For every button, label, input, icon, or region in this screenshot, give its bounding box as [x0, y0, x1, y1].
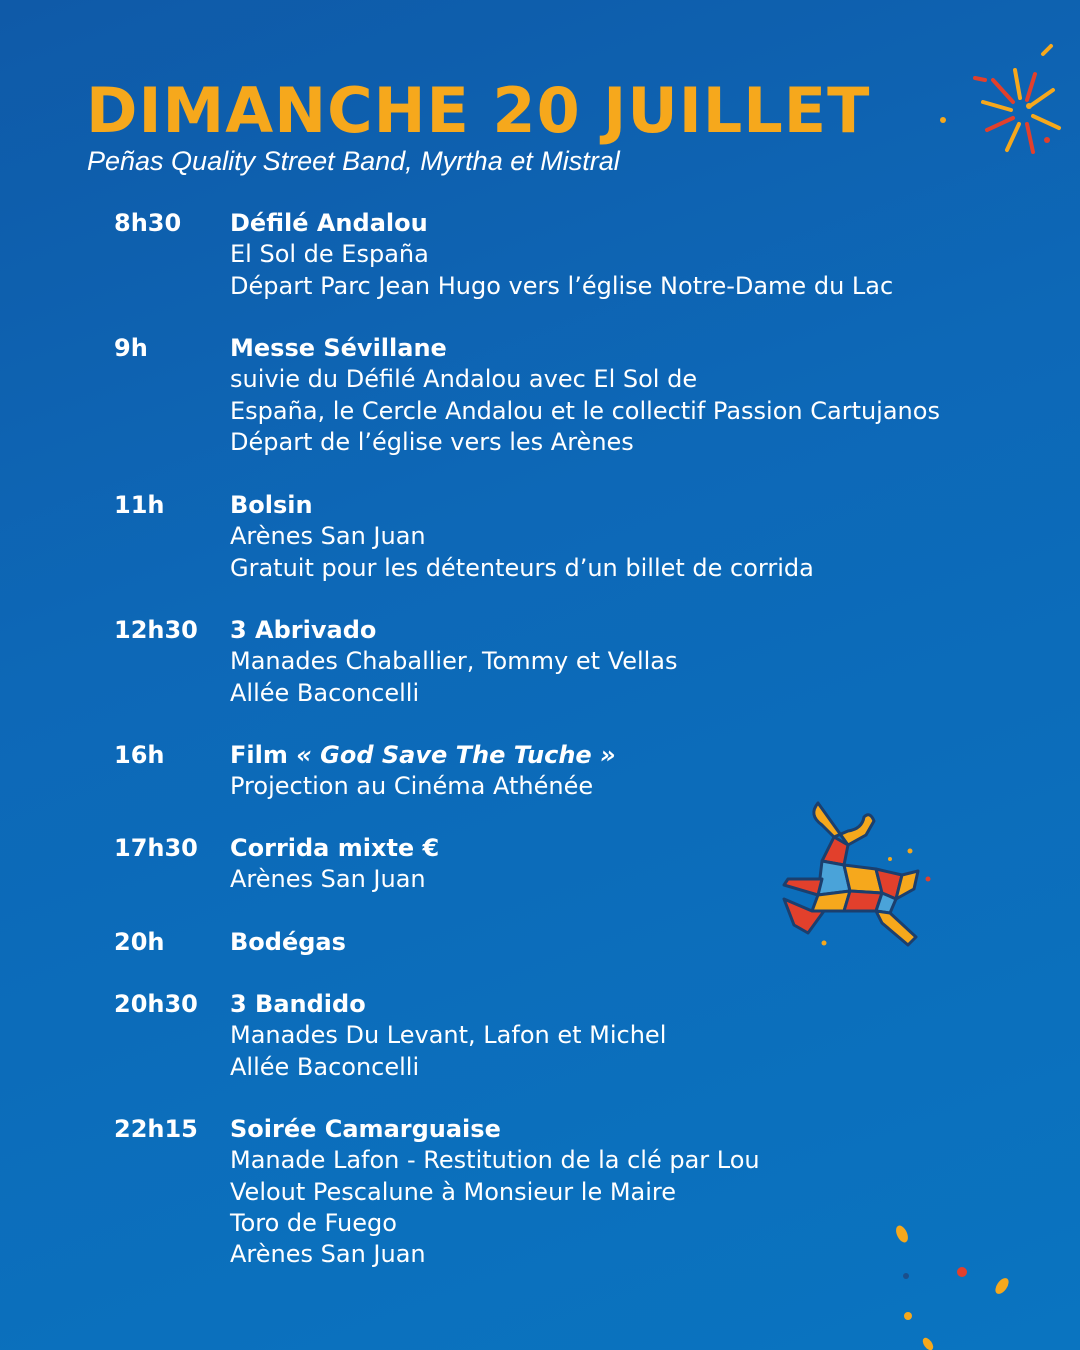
event-details [230, 333, 1030, 458]
event-details [230, 740, 1030, 803]
mosaic-bull-illustration [778, 795, 933, 955]
event-title: 3 Abrivado [230, 616, 377, 644]
event-detail-line: Départ de l’église vers les Arènes [230, 427, 634, 456]
page-title: DIMANCHE 20 JUILLET [86, 74, 871, 147]
event-detail-line: España, le Cercle Andalou et le collectif Passion Cartujanos [230, 396, 940, 425]
event-detail-line: Arènes San Juan [230, 522, 426, 551]
event-title: Messe Sévillane [230, 334, 447, 362]
event-title: Soirée Camarguaise [230, 1115, 501, 1143]
event-time: 11h [114, 491, 165, 519]
event-details [230, 490, 1030, 584]
event-details [230, 989, 1030, 1083]
event-time: 12h30 [114, 616, 198, 644]
event-time: 16h [114, 741, 165, 769]
event-detail-line: Départ Parc Jean Hugo vers l’église Notre-Dame du Lac [230, 271, 894, 300]
event-time: 22h15 [114, 1115, 198, 1143]
page-subtitle: Peñas Quality Street Band, Myrtha et Mistral [87, 146, 620, 176]
event-time: 17h30 [114, 834, 198, 862]
event-detail-line: Arènes San Juan [230, 1240, 426, 1269]
event-title: Bodégas [230, 928, 346, 956]
event-detail-line: Toro de Fuego [230, 1208, 397, 1237]
event-title: 3 Bandido [230, 990, 366, 1018]
event-detail-line: Allée Baconcelli [230, 1052, 420, 1081]
event-detail-line: Allée Baconcelli [230, 678, 420, 707]
event-detail-line: Manade Lafon - Restitution de la clé par Lou [230, 1146, 760, 1175]
event-detail-line: Manades Du Levant, Lafon et Michel [230, 1021, 667, 1050]
event-title: Défilé Andalou [230, 209, 428, 237]
event-detail-line: Arènes San Juan [230, 865, 426, 894]
event-time: 9h [114, 334, 148, 362]
event-time: 20h30 [114, 990, 198, 1018]
event-title: Bolsin [230, 491, 313, 519]
film-title: « God Save The Tuche » [296, 741, 616, 769]
event-detail-line: Projection au Cinéma Athénée [230, 772, 594, 801]
firework-burst-icon [935, 40, 1075, 170]
event-title: Corrida mixte € [230, 834, 440, 862]
event-details [230, 208, 1030, 302]
event-detail-line: Gratuit pour les détenteurs d’un billet de corrida [230, 553, 814, 582]
event-detail-line: Velout Pescalune à Monsieur le Maire [230, 1177, 677, 1206]
event-detail-line: Manades Chaballier, Tommy et Vellas [230, 647, 678, 676]
event-detail-line: suivie du Défilé Andalou avec El Sol de [230, 365, 698, 394]
event-title [230, 740, 1030, 771]
event-time: 8h30 [114, 209, 182, 237]
event-detail-line: El Sol de España [230, 240, 429, 269]
event-details [230, 615, 1030, 709]
event-title-text: Film [230, 741, 288, 769]
event-time: 20h [114, 928, 165, 956]
confetti-dots [880, 1210, 1040, 1350]
